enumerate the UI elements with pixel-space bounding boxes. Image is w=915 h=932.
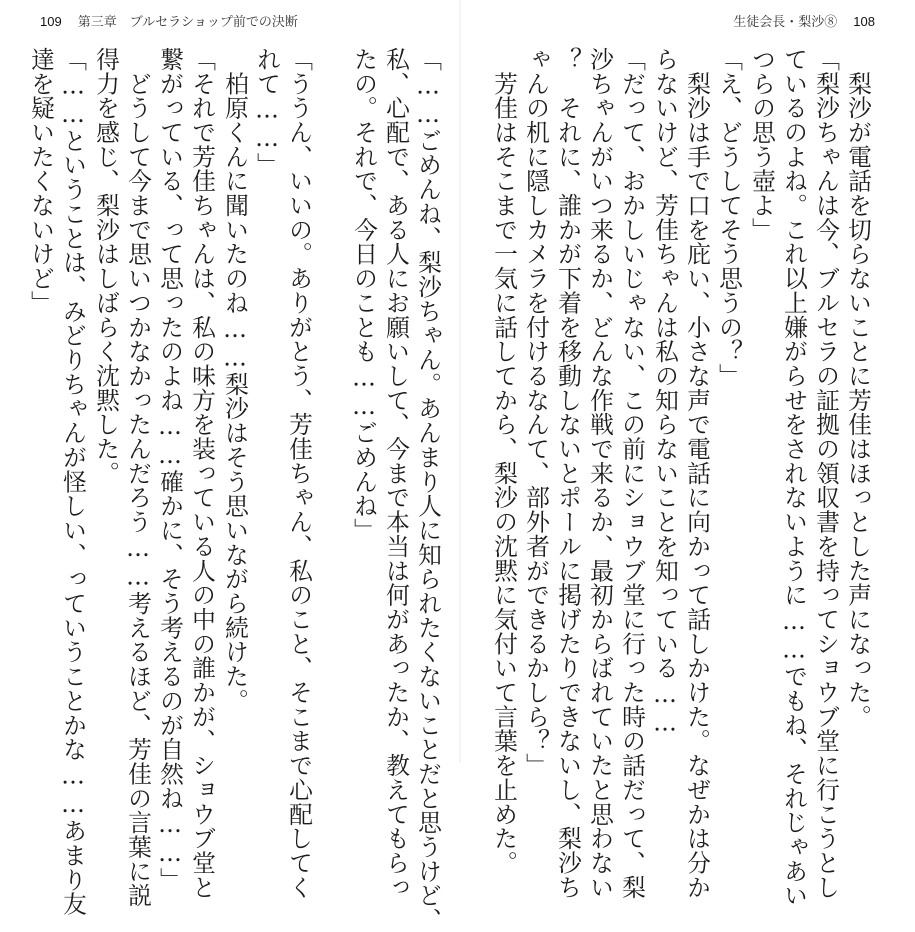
chapter-title: 第三章 ブルセラショップ前での決断	[77, 15, 298, 30]
text-column: 「え、どうしてそう思うの？」	[715, 47, 743, 388]
left-page-header	[40, 11, 298, 30]
text-column: 繋がっている、って思ったのよね……確かに、そう考えるのが自然ね……」	[156, 47, 184, 892]
text-column: 「それで芳佳ちゃんは、私の味方を装っている人の中の誰かが、ショウブ堂と	[188, 47, 216, 900]
text-column: 達を疑いたくないけど」	[27, 47, 55, 315]
text-column: 「……ということは、みどりちゃんが怪しい、っていうことかな……あまり友	[59, 47, 87, 917]
text-column: 梨沙が電話を切らないことに芳佳はほっとした声になった。	[844, 47, 872, 729]
text-column: 梨沙は手で口を庇い、小さな声で電話に向かって話しかけた。なぜかは分か	[683, 47, 711, 900]
text-column: 芳佳はそこまで一気に話してから、梨沙の沈黙に気付いて言葉を止めた。	[490, 47, 518, 875]
text-column: 「……ごめんね、梨沙ちゃん。あんまり人に知られたくないことだと思うけど、	[414, 47, 442, 932]
text-column: れて……」	[253, 47, 281, 178]
text-column: ゃんの机に隠しカメラを付けるなんて、部外者ができるかしら？」	[522, 47, 550, 778]
text-column: どうして今まで思いつかなかったんだろう……考えるほど、芳佳の言葉に説	[124, 47, 152, 908]
left-page-number: 109	[40, 14, 62, 29]
text-column: らないけど、芳佳ちゃんは私の知らないことを知っている……	[651, 47, 679, 738]
text-column: 私、心配で、ある人にお願いして、今まで本当は何があったか、教えてもらっ	[382, 47, 410, 900]
text-column: 「ううん、いいの。ありがとう、芳佳ちゃん、私のこと、そこまで心配してく	[285, 47, 313, 900]
text-column: 「だって、おかしいじゃない、この前にショウブ堂に行った時の話だって、梨	[618, 47, 646, 900]
right-page	[460, 0, 915, 908]
right-page-number: 108	[853, 14, 875, 29]
text-column: 得力を感じ、梨沙はしばらく沈黙した。	[92, 47, 120, 486]
right-page-header	[733, 11, 875, 30]
text-column: つらの思う壺よ」	[748, 47, 776, 242]
text-column: ているのよね。これ以上嫌がらせをされないように……でもね、それじゃあい	[780, 47, 808, 908]
text-column: たの。それで、今日のことも……ごめんね」	[350, 47, 378, 543]
text-column: 沙ちゃんがいつ来るか、どんな作戦で来るか、最初からばれていたと思わない	[586, 47, 614, 900]
text-column: ？ それに、誰かが下着を移動しないとポールに掲げたりできないし、梨沙ち	[554, 47, 582, 900]
section-title: 生徒会長・梨沙⑧	[733, 15, 838, 30]
text-column: 柏原くんに聞いたのね……梨沙はそう思いながら続けた。	[221, 47, 249, 713]
text-column: 「梨沙ちゃんは今、ブルセラの証拠の領収書を持ってショウブ堂に行こうとし	[812, 47, 840, 900]
